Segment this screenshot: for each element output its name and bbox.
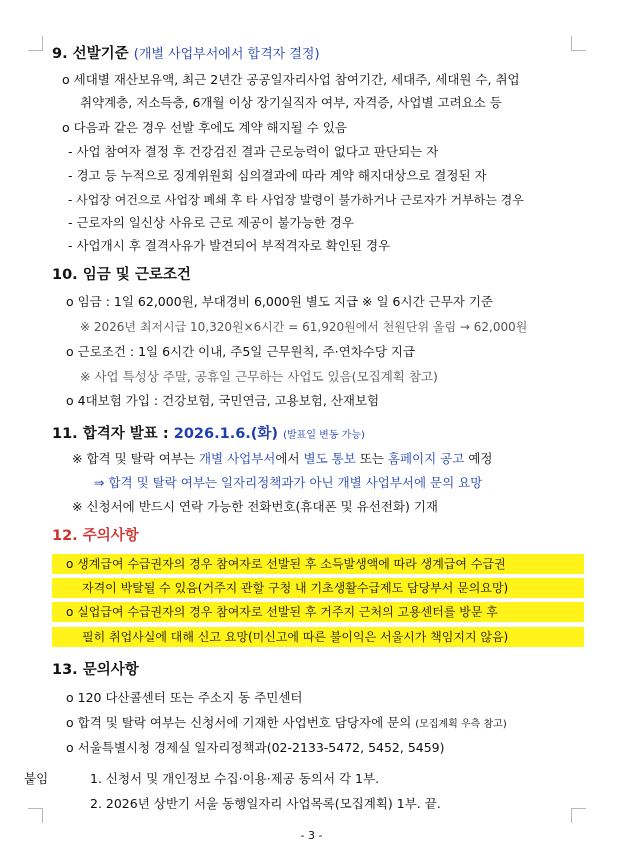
- s10-bullet-wage: o 임금 : 1일 62,000원, 부대경비 6,000원 별도 지급 ※ 일 6시간 근무자 기준: [66, 294, 493, 309]
- s10-bullet-conditions: o 근로조건 : 1일 6시간 이내, 주5일 근무원칙, 주·연차수당 지급: [66, 344, 416, 359]
- s11-note-2: ⇒ 합격 및 탈락 여부는 일자리정책과가 아닌 개별 사업부서에 문의 요망: [94, 475, 483, 490]
- section-12-title: 12. 주의사항: [52, 528, 139, 544]
- crop-mark-top-left: [28, 36, 43, 51]
- s9-bullet-2: o 다음과 같은 경우 선발 후에도 계약 해지될 수 있음: [62, 120, 347, 135]
- s9-dash-5: - 사업개시 후 결격사유가 발견되어 부적격자로 확인된 경우: [68, 238, 391, 253]
- section-9-heading: [52, 44, 320, 65]
- attachment-item-1: 1. 신청서 및 개인정보 수집·이용·제공 동의서 각 1부.: [90, 771, 380, 786]
- s13-bullet-contact: [66, 714, 507, 734]
- section-13-title: 13. 문의사항: [52, 662, 139, 678]
- attachment-item-2: 2. 2026년 상반기 서울 동행일자리 사업목록(모집계획) 1부. 끝.: [90, 796, 441, 811]
- s9-bullet-1-line-2: 취약계층, 저소득층, 6개월 이상 장기실직자 여부, 자격증, 사업별 고려요소 등: [80, 95, 502, 110]
- s10-note-weekend: ※ 사업 특성상 주말, 공휴일 근무하는 사업도 있음(모집계획 참고): [80, 369, 438, 384]
- s11-note-1-part-e: 또는: [355, 451, 388, 466]
- s9-dash-2: - 경고 등 누적으로 징계위원회 심의결과에 따라 계약 해지대상으로 결정된 자: [68, 168, 487, 183]
- s13-bullet-call-center: o 120 다산콜센터 또는 주소지 동 주민센터: [66, 690, 303, 705]
- page-number: - 3 -: [300, 829, 323, 842]
- s10-bullet-insurance: o 4대보험 가입 : 건강보험, 국민연금, 고용보험, 산재보험: [66, 393, 380, 408]
- s13-bullet-contact-note: (모집계획 우측 참고): [415, 719, 507, 730]
- attachment-label: 붙임: [24, 771, 49, 786]
- s11-note-1-part-g: 예정: [464, 451, 493, 466]
- s9-dash-1: - 사업 참여자 결정 후 건강검진 결과 근로능력이 없다고 판단되는 자: [68, 144, 439, 159]
- s12-point-2-line-1: o 실업급여 수급권자의 경우 참여자로 선발된 후 거주지 근처의 고용센터를 방문 후: [52, 602, 584, 622]
- s13-bullet-contact-text: o 합격 및 탈락 여부는 신청서에 기재한 사업번호 담당자에 문의: [66, 715, 412, 730]
- s9-dash-3: - 사업장 여건으로 사업장 폐쇄 후 타 사업장 발령이 불가하거나 근로자가 거부하는 경우: [68, 193, 524, 207]
- s12-point-2-line-2: 필히 취업사실에 대해 신고 요망(미신고에 따른 불이익은 서울시가 책임지지 않음): [52, 627, 584, 647]
- s11-note-1-part-a: ※ 합격 및 탈락 여부는: [72, 451, 199, 466]
- announcement-date: 2026.1.6.(화): [173, 426, 279, 442]
- s12-point-1-line-2: 자격이 박탈될 수 있음(거주지 관할 구청 내 기초생활수급제도 담당부서 문의요망): [52, 578, 584, 598]
- s12-point-1-line-1: o 생계급여 수급권자의 경우 참여자로 선발된 후 소득발생액에 따라 생계급여 수급권: [52, 554, 584, 574]
- section-11-title: 11. 합격자 발표 :: [52, 426, 169, 442]
- s10-note-minimum-wage: ※ 2026년 최저시급 10,320원×6시간 = 61,920원에서 천원단위 올림 → 62,000원: [80, 320, 528, 334]
- s11-note-3: ※ 신청서에 반드시 연락 가능한 전화번호(휴대폰 및 유선전화) 기재: [72, 499, 438, 514]
- crop-mark-top-right: [571, 36, 586, 51]
- section-9-title-note: (개별 사업부서에서 합격자 결정): [133, 47, 320, 62]
- crop-mark-bottom-left: [28, 808, 43, 823]
- section-10-title: 10. 임금 및 근로조건: [52, 267, 191, 283]
- s11-note-1-part-c: 에서: [275, 451, 304, 466]
- s11-note-1: [72, 450, 492, 468]
- section-11-heading: [52, 424, 365, 446]
- s11-note-1-dept: 개별 사업부서: [198, 451, 276, 466]
- crop-mark-bottom-right: [571, 808, 586, 823]
- s9-bullet-1-line-1: o 세대별 재산보유액, 최근 2년간 공공일자리사업 참여기간, 세대주, 세대원 수, 취업: [62, 72, 520, 87]
- s13-bullet-city-hall: o 서울특별시청 경제실 일자리정책과(02-2133-5472, 5452, 5459): [66, 740, 445, 755]
- s9-dash-4: - 근로자의 일신상 사유로 근로 제공이 불가능한 경우: [68, 215, 354, 230]
- announcement-date-note: (발표일 변동 가능): [283, 430, 365, 441]
- section-9-title: 9. 선발기준: [52, 46, 129, 62]
- s11-note-1-notice: 별도 통보: [303, 451, 356, 466]
- s11-note-1-homepage: 홈페이지 공고: [387, 451, 465, 466]
